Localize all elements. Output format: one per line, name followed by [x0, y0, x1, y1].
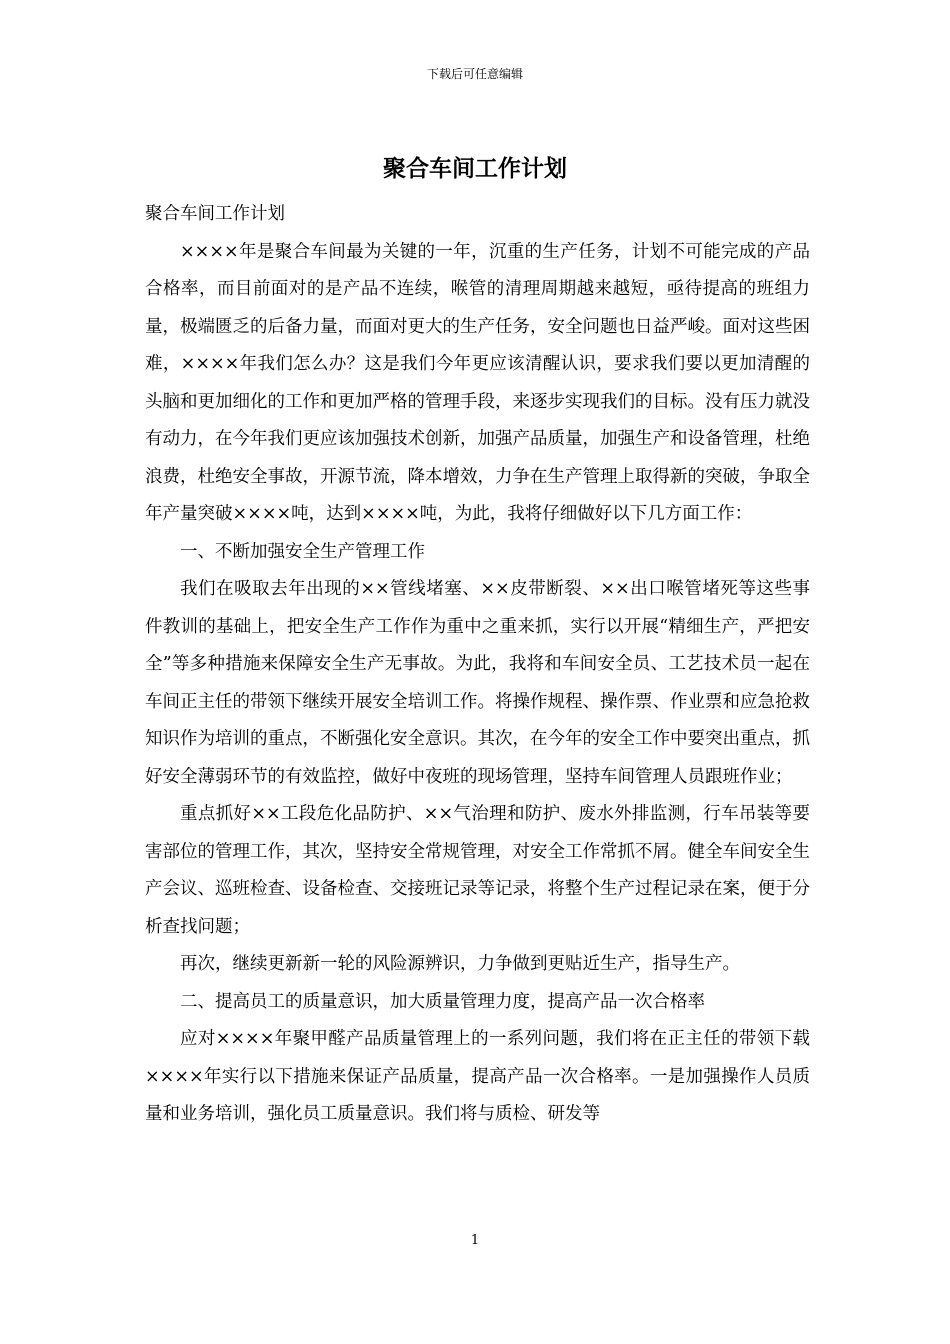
section-heading: 一、不断加强安全生产管理工作 [180, 541, 425, 562]
body-paragraph: 重点抓好××工段危化品防护、××气治理和防护、废水外排监测，行车吊装等要害部位的管理工作，其次，坚持安全常规管理，对安全工作常抓不屑。健全车间安全生产会议、巡班检查、设备检查、交接班记录等记录，将整个生产过程记录在案，便于分析查找问题； [145, 804, 810, 937]
document-title: 聚合车间工作计划 [383, 155, 567, 182]
body-paragraph: ××××年是聚合车间最为关键的一年，沉重的生产任务，计划不可能完成的产品合格率，而目前面对的是产品不连续，喉管的清理周期越来越短，亟待提高的班组力量，极端匮乏的后备力量，而面对更大的生产任务，安全问题也日益严峻。面对这些困难，××××年我们怎么办？这是我们今年更应该清醒认识，要求我们要以更加清醒的头脑和更加细化的工作和更加严格的管理手段，来逐步实现我们的目标。没有压力就没有动力，在今年我们更应该加强技术创新，加强产品质量，加强生产和设备管理，杜绝浪费，杜绝安全事故，开源节流，降本增效，力争在生产管理上取得新的突破，争取全年产量突破××××吨，达到××××吨，为此，我将仔细做好以下几方面工作： [145, 241, 810, 524]
subtitle-paragraph: 聚合车间工作计划 [145, 204, 285, 224]
body-paragraph: 我们在吸取去年出现的××管线堵塞、××皮带断裂、××出口喉管堵死等这些事件教训的基础上，把安全生产工作作为重中之重来抓，实行以开展“精细生产，严把安全”等多种措施来保障安全生产无事故。为此，我将和车间安全员、工艺技术员一起在车间正主任的带领下继续开展安全培训工作。将操作规程、操作票、作业票和应急抢救知识作为培训的重点，不断强化安全意识。其次，在今年的安全工作中要突出重点，抓好安全薄弱环节的有效监控，做好中夜班的现场管理，坚持车间管理人员跟班作业； [145, 579, 810, 787]
page-number: 1 [470, 1233, 480, 1248]
header-note: 下载后可任意编辑 [426, 67, 523, 81]
body-paragraph: 再次，继续更新新一轮的风险源辨识，力争做到更贴近生产，指导生产。 [180, 954, 740, 974]
body-paragraph: 应对××××年聚甲醛产品质量管理上的一系列问题，我们将在正主任的带领下载××××年实行以下措施来保证产品质量，提高产品一次合格率。一是加强操作人员质量和业务培训，强化员工质量意识。我们将与质检、研发等 [145, 1029, 810, 1124]
document-body [145, 196, 810, 1134]
section-heading: 二、提高员工的质量意识，加大质量管理力度，提高产品一次合格率 [180, 991, 705, 1012]
